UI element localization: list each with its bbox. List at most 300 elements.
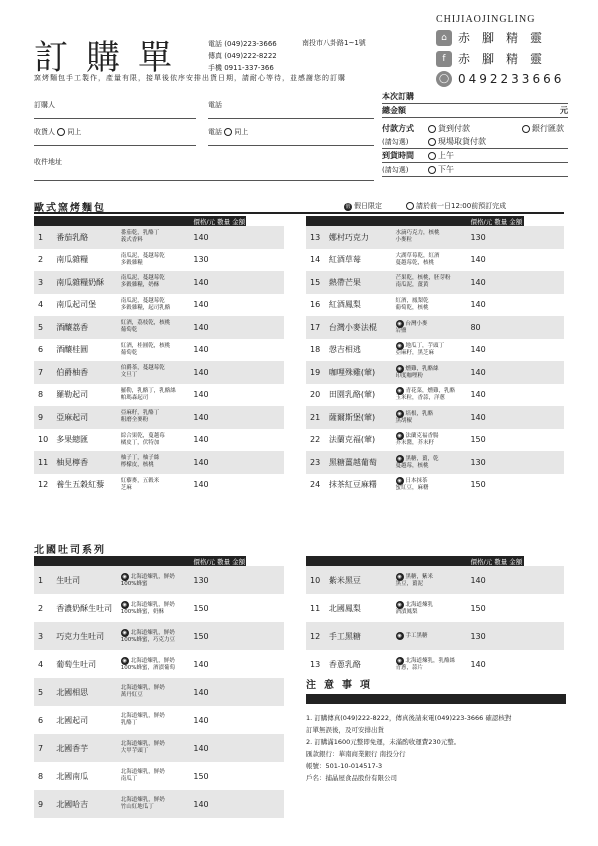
header-labels: 價格/元 數量 金額 [470,217,523,226]
note-line: 訂單無誤後，及可安排出貨 [306,726,384,734]
desc-line: 地瓜丁，芋頭丁 [405,343,445,350]
item-name: 南瓜雜糧 [56,255,89,265]
table-row[interactable] [306,384,564,407]
item-number: 16 [310,300,321,310]
qty-cell[interactable] [246,622,284,650]
table-row[interactable] [34,406,284,429]
option-icon: ◉ [397,343,402,350]
item-description [121,622,194,650]
desc-line: 芥末醬，芥末籽 [395,440,435,447]
desc-line: 培根，乳酪 [405,410,434,417]
item-price: 150 [193,622,245,650]
desc-line: 羅勒，乳酪丁，乳酪絲 [120,387,176,394]
item-description [396,451,471,474]
order-panel: 本次訂購 總金額 元 付款方式 貨到付款 銀行匯款 (請勾選) 現場取貨付款 到貨時間 上午 (請勾選) 下午 [382,90,568,177]
table-row[interactable] [306,339,564,362]
desc-line: 黑胡椒 [395,417,413,424]
qty-cell[interactable] [524,339,564,362]
table-row[interactable] [34,734,284,762]
item-name: 北國相思 [56,678,121,706]
item-price: 130 [470,226,524,249]
desc-line: 北海道煉乳，乳酪絲 [405,657,456,664]
qty-cell[interactable] [246,271,284,294]
desc-line: 北海道煉乳，鮮奶 [120,797,165,803]
option-icon: ◉ [397,478,402,485]
address-label: 收件地址 [34,158,62,166]
item-description [396,226,471,249]
item-number: 7 [34,734,56,762]
item-price: 140 [193,345,209,355]
item-name: 田園乳酪(葷) [328,390,376,400]
item-price: 140 [470,566,524,594]
facebook-icon: f [436,51,452,67]
desc-line: 日本抹茶 [405,478,428,485]
desc-line: 大甲芋頭丁 [120,748,149,754]
item-description [396,249,471,272]
item-price: 130 [193,566,245,594]
desc-line: 酒漬鳳梨 [395,608,418,615]
qty-cell[interactable] [246,316,284,339]
header-spacer [56,216,193,226]
qty-cell[interactable] [246,339,284,362]
table-row[interactable] [34,451,284,474]
item-description [396,474,471,497]
item-price: 80 [470,316,524,339]
total-row[interactable]: 總金額 元 [382,104,568,118]
header-spacer [56,556,193,566]
item-name: 台灣小麥法棍 [329,316,396,339]
table-row[interactable] [306,316,564,339]
time-afternoon[interactable]: 下午 [438,165,454,174]
recipient-label: 收貨人 同上 [34,128,82,136]
item-price: 130 [470,622,524,650]
item-price: 140 [470,659,486,669]
desc-line: 岩鹽 [395,327,407,334]
desc-line: 伯爵茶，蔓越莓乾 [120,365,165,372]
option-icon: ◉ [397,320,402,327]
desc-line: 北海道煉乳，鮮奶 [120,713,165,719]
item-number: 5 [34,316,56,339]
qty-cell[interactable] [246,384,284,407]
item-number: 17 [306,316,329,339]
recipient-phone-input[interactable] [208,145,374,146]
table-row[interactable] [34,316,284,339]
item-number: 7 [34,361,56,384]
item-description [396,566,471,594]
desc-line: 手工黑糖 [405,633,428,639]
brand-en: CHIJIAOJINGLING [436,14,536,25]
item-name: 咖哩殊雞(葷) [329,361,396,384]
qty-cell[interactable] [246,249,284,272]
qty-cell[interactable] [524,650,564,678]
item-description [396,316,471,339]
item-price: 140 [193,300,209,310]
item-number: 10 [306,566,329,594]
header-labels: 價格/元 數量 金額 [193,557,246,566]
desc-line: 竹山紅地瓜丁 [120,804,154,810]
desc-line: 蔓越莓，核桃 [395,462,429,469]
table-row[interactable] [34,429,284,452]
qty-cell[interactable] [524,294,564,317]
table-row[interactable] [34,361,284,384]
item-number: 11 [34,451,56,474]
item-number: 13 [306,226,329,249]
desc-line: 橘皮丁，伏特加 [120,439,160,446]
table-row[interactable] [34,474,284,497]
desc-line: 紅酒，荔枝乾，核桃 [120,320,171,327]
item-name: 愨吉相逃 [328,345,361,355]
desc-line: 大湖草莓乾，紅酒 [395,252,440,259]
desc-line: 100%蜂蜜 [120,580,148,587]
desc-line: 葡萄乾，核桃 [395,304,429,311]
item-price: 140 [193,659,209,669]
desc-line: 法蘭克福香腸 [405,433,439,440]
item-number: 9 [34,790,56,818]
page-title: 訂購單 [34,38,190,78]
qty-cell[interactable] [524,316,564,339]
item-number: 24 [310,480,321,490]
item-number: 15 [306,271,329,294]
option-icon: ◉ [397,365,402,372]
item-description [396,650,471,678]
desc-line: 蜜紅豆，麻糬 [395,485,429,492]
table-row[interactable] [306,429,564,452]
item-name: 番茄乳酪 [56,226,121,249]
table-row[interactable] [34,706,284,734]
item-number: 11 [310,603,321,613]
item-name: 手工黑糖 [329,622,396,650]
item-name: 北國南瓜 [56,771,89,781]
desc-line: 100%蜂蜜，奶酥 [120,608,164,615]
item-description [121,594,194,622]
table-header-row [34,216,284,226]
qty-cell[interactable] [246,474,284,497]
qty-cell[interactable] [246,706,284,734]
item-price: 140 [193,715,209,725]
orderer-input[interactable] [34,118,196,119]
desc-line: 義式香料 [120,237,143,244]
option-icon: ◉ [397,633,402,639]
item-name: 香濃奶酥生吐司 [56,603,113,613]
desc-line: 葡萄乾 [120,327,138,334]
item-number: 3 [34,271,56,294]
qty-cell[interactable] [524,384,564,407]
table-row[interactable] [34,762,284,790]
item-description [396,294,471,317]
pay-pickup[interactable]: 現場取貨付款 [438,137,486,146]
address-input[interactable] [34,180,374,181]
line-icon: ◯ [436,71,452,87]
item-price: 140 [193,734,245,762]
qty-cell[interactable] [246,594,284,622]
item-price: 140 [193,678,245,706]
item-name: 熱帶芒果 [329,271,396,294]
house-icon: ⌂ [436,30,452,46]
qty-cell[interactable] [524,474,564,497]
item-description [121,762,194,790]
qty-cell[interactable] [524,429,564,452]
item-description [121,249,194,272]
option-icon: ◉ [122,573,127,580]
qty-cell[interactable] [246,361,284,384]
desc-line: 青蔥，蒜片 [395,664,424,671]
note-line: 戶名：捕晶屋食品股份有限公司 [306,774,397,782]
table-row[interactable] [306,451,564,474]
qty-cell[interactable] [524,361,564,384]
contact-phone: 電話 (049)223-3666 [208,40,277,48]
desc-line: 帕瑪森起司 [120,394,149,401]
note-line: 匯款銀行：華南商業銀行 南投分行 [306,750,406,758]
desc-line: 蔓越莓乾，核桃 [395,259,435,266]
item-description [121,384,194,407]
item-price: 140 [470,300,486,310]
table-row[interactable] [34,384,284,407]
option-icon: ◉ [397,433,402,440]
qty-cell[interactable] [524,451,564,474]
item-name: 紅酒鳳梨 [328,300,361,310]
desc-line: 南瓜泥，蔓越莓乾 [120,275,165,282]
item-description [396,339,471,362]
desc-line: 紅酒，鳳梨乾 [395,297,429,304]
qty-cell[interactable] [524,406,564,429]
desc-line: 水滴巧克力，核桃 [395,230,440,237]
qty-cell[interactable] [524,226,564,249]
desc-line: 北海道煉乳，鮮奶 [130,629,175,636]
item-price: 140 [470,390,486,400]
desc-line: 北海道煉乳，鮮奶 [120,769,165,775]
table-row[interactable] [34,226,284,249]
brand-phone: 0492233666 [458,72,565,86]
table-row[interactable] [34,790,284,818]
item-number: 2 [38,255,44,265]
item-name: 北國哈吉 [56,790,121,818]
item-price: 140 [470,361,524,384]
option-icon: ◉ [397,455,402,462]
item-name: 生吐司 [56,566,121,594]
desc-line: 黑糖，紫米 [405,573,434,580]
item-description [121,339,194,362]
item-description [121,566,194,594]
header-spacer [329,216,471,226]
item-number: 12 [306,622,329,650]
item-description [121,790,194,818]
notes-title: 注意事項 [306,680,378,691]
qty-cell[interactable] [246,734,284,762]
recipient-input[interactable] [34,145,196,146]
qty-cell[interactable] [246,566,284,594]
item-name: 葡萄生吐司 [56,659,97,669]
item-number: 6 [38,345,44,355]
item-name: 養生五穀紅藜 [56,480,105,490]
table-row[interactable] [306,650,564,678]
table-header-row [306,216,564,226]
item-name: 柚見檸香 [56,451,121,474]
table-row[interactable] [34,339,284,362]
qty-cell[interactable] [524,594,564,622]
option-icon: ◉ [122,657,127,664]
desc-line: 檸檬皮，核桃 [120,462,154,469]
item-description [121,406,194,429]
pay-cod[interactable]: 貨到付款 [438,124,470,133]
euro-divider [34,212,564,214]
item-number: 2 [38,603,44,613]
table-row[interactable] [34,271,284,294]
table-row[interactable] [306,474,564,497]
table-row[interactable] [34,678,284,706]
desc-line: 黑豆，薑泥 [395,580,424,587]
qty-cell[interactable] [524,622,564,650]
item-name: 紅酒草莓 [328,255,361,265]
item-name: 亞麻起司 [56,406,121,429]
item-name: 娜村巧克力 [329,226,396,249]
qty-cell[interactable] [524,566,564,594]
time-morning[interactable]: 上午 [438,151,454,160]
qty-cell[interactable] [246,429,284,452]
desc-line: 北海道煉乳，鮮奶 [130,573,175,580]
desc-line: 紅酒，桂圓乾，核桃 [120,342,171,349]
table-row[interactable] [34,566,284,594]
store-address: 南投市八卦路1~1號 [302,39,366,47]
item-price: 140 [470,406,524,429]
desc-line: 乳酪丁 [120,720,138,726]
item-price: 140 [193,361,245,384]
table-row[interactable] [34,594,284,622]
item-description [396,271,471,294]
item-number: 5 [34,678,56,706]
desc-line: 柚子丁，柚子絲 [120,455,160,462]
qty-cell[interactable] [246,790,284,818]
qty-cell[interactable] [246,678,284,706]
item-number: 23 [306,451,329,474]
qty-cell[interactable] [246,226,284,249]
item-description [121,361,194,384]
item-price: 140 [193,406,245,429]
holiday-legend: 假 假日限定 [345,202,382,210]
desc-line: 青花菜，燻雞，乳酪 [405,388,456,395]
qty-cell[interactable] [246,294,284,317]
item-number: 12 [38,480,49,490]
desc-line: 台灣小麥 [405,320,428,327]
item-description [396,384,471,407]
table-row[interactable] [306,566,564,594]
notes-bar [306,694,566,704]
item-number: 9 [34,406,56,429]
option-icon: ◉ [122,629,127,636]
this-order-label: 本次訂購 [382,90,568,104]
item-price: 140 [193,790,245,818]
option-icon: ◉ [397,388,402,395]
desc-line: 北海道煉乳，鮮奶 [120,741,165,747]
desc-line: 多穀雜糧 [120,259,143,266]
item-price: 150 [470,480,486,490]
qty-cell[interactable] [246,406,284,429]
table-row[interactable] [306,594,564,622]
recipient-phone-label: 電話 同上 [208,128,249,136]
table-row[interactable] [34,249,284,272]
item-number: 6 [38,715,44,725]
toast-left-table [34,556,284,818]
desc-line: 多穀雜糧，起司乳酪 [120,304,171,311]
desc-line: 葡萄乾 [120,349,138,356]
table-row[interactable] [306,271,564,294]
qty-cell[interactable] [524,249,564,272]
qty-cell[interactable] [246,650,284,678]
item-price: 140 [193,390,209,400]
desc-line: 多穀雜糧，奶酥 [120,282,160,289]
desc-line: 玉米粒，香蒜，洋蔥 [395,395,446,402]
item-name: 伯爵柚香 [56,361,121,384]
item-name: 南瓜雜糧奶酥 [56,271,121,294]
item-price: 140 [193,226,245,249]
item-number: 20 [310,390,321,400]
desc-line: 南瓜丁 [120,776,138,782]
desc-line: 燻雞，乳酪絲 [405,365,439,372]
item-name: 薩爾斯堡(葷) [329,406,396,429]
notice-text: 請於前一日12:00前預訂完成 [406,201,506,211]
table-header-row [34,556,284,566]
qty-cell[interactable] [246,451,284,474]
item-number: 13 [310,659,321,669]
item-number: 14 [310,255,321,265]
note-line: 1. 訂購傳真(049)222-8222，傳真後請來電(049)223-3666 確認核對 [306,714,512,722]
table-row[interactable] [306,406,564,429]
item-description [396,622,471,650]
item-description [121,474,194,497]
note-line: 2. 訂購滿1600元整即免運，未滿酌收運費230元整。 [306,738,461,746]
brand-fb-name: 赤腳精靈 [458,52,555,66]
table-row[interactable] [306,361,564,384]
table-row[interactable] [306,294,564,317]
table-row[interactable] [34,294,284,317]
item-name: 北國起司 [56,715,89,725]
item-description [121,429,194,452]
desc-line: 亞麻籽，黑芝麻 [395,350,435,357]
table-row[interactable] [34,622,284,650]
desc-line: 100%蜂蜜，酒漬葡萄 [120,664,175,671]
option-icon: ◉ [397,410,402,417]
pay-transfer[interactable]: 銀行匯款 [532,124,564,133]
table-row[interactable] [306,226,564,249]
item-name: 北國鳳梨 [328,603,361,613]
orderer-phone-input[interactable] [208,118,374,119]
table-row[interactable] [306,622,564,650]
qty-cell[interactable] [524,271,564,294]
item-price: 140 [470,255,486,265]
desc-line: 100%蜂蜜，巧克力豆 [120,636,175,643]
qty-cell[interactable] [246,762,284,790]
desc-line: 北海道煉乳，鮮奶 [120,685,165,691]
desc-line: 北海道煉乳，鮮奶 [130,601,175,608]
item-description [121,316,194,339]
option-icon: ◉ [397,601,402,608]
item-number: 19 [306,361,329,384]
notes-body [306,712,556,784]
item-description [396,361,471,384]
desc-line: 萬丹紅豆 [120,692,143,698]
item-description [121,650,194,678]
item-description [121,706,194,734]
table-row[interactable] [306,249,564,272]
item-price: 140 [193,316,245,339]
item-price: 140 [470,271,524,294]
desc-line: 北海道煉乳，鮮奶 [130,657,175,664]
item-number: 18 [310,345,321,355]
item-number: 4 [38,300,44,310]
euro-left-table [34,216,284,496]
desc-line: 小麥粒 [395,237,413,244]
item-description [121,271,194,294]
table-row[interactable] [34,650,284,678]
